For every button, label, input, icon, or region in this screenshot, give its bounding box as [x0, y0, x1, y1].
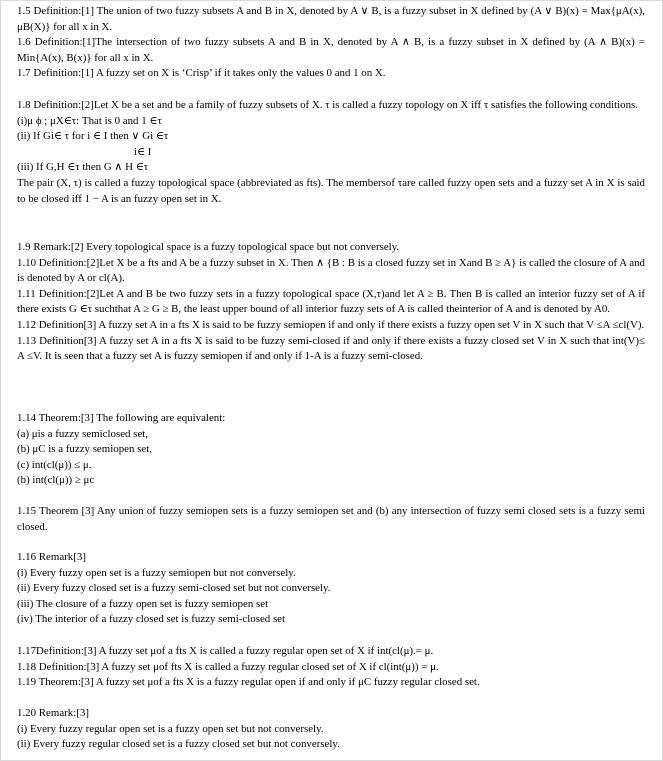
- remark-1-16-i: (i) Every fuzzy open set is a fuzzy semiopen but not conversely.: [17, 566, 296, 579]
- remark-1-16-ii: (ii) Every fuzzy closed set is a fuzzy semi-closed set but not conversely.: [17, 582, 331, 595]
- remark-1-16-iv: (iv) The interior of a fuzzy closed set is fuzzy semi-closed set: [17, 613, 286, 626]
- theorem-1-14-block: [17, 411, 645, 489]
- definition-1-10: 1.10 Definition:[2]Let X be a fts and A be a fuzzy subset in X. Then ∧ {B : B is a closed fuzzy set in Xand B ≥ A} is called the closure of A and is denoted by A or cl(A).: [17, 256, 645, 285]
- theorem-1-19: 1.19 Theorem:[3] A fuzzy set μof a fts X is a fuzzy regular open if and only if μC fuzzy regular closed set.: [17, 676, 480, 689]
- theorem-1-15-block: [17, 504, 645, 535]
- remark-1-16-block: [17, 550, 645, 628]
- definition-1-18: 1.18 Definition:[3] A fuzzy set μof fts X is called a fuzzy regular closed set of X if cl(int(μ)) = μ.: [17, 660, 439, 673]
- theorem-1-14-d: (b) int(cl(μ)) ≥ μc: [17, 474, 95, 487]
- remarks-1-9-to-1-13: [17, 240, 645, 365]
- definition-1-6: 1.6 Definition:[1]The intersection of two fuzzy subsets A and B in X, denoted by A ∧ B, is a fuzzy subset in X defined by (A ∧ B)(x) = Min{A(x), B(x)} for all x in X.: [17, 36, 645, 64]
- definition-1-11: 1.11 Definition:[2]Let A and B be two fuzzy sets in a fuzzy topological space (X,τ)and let A ≥ B. Then B is called an interior fuzzy set of A if there exists G ∈τ suchthat A ≥ G ≥ B, the least upper bound of all interior fuzzy sets of A is called theinterior of A and is denoted by A0.: [17, 287, 645, 316]
- definitions-1-17-to-1-19: [17, 644, 645, 691]
- remark-1-20: 1.20 Remark:[3]: [17, 707, 89, 719]
- definition-1-12: 1.12 Definition[3] A fuzzy set A in a fts X is said to be fuzzy semiopen if and only if there exists a fuzzy open set V in X such that V ≤A ≤cl(V).: [17, 318, 645, 331]
- condition-ii: (ii) If Gi∈ τ for i ∈ I then ∨ Gi ∈τ: [17, 130, 169, 143]
- definition-1-17: 1.17Definition:[3] A fuzzy set μof a fts X is called a fuzzy regular open set of X if int(cl(μ).= μ.: [17, 645, 434, 657]
- theorem-1-14-b: (b) μC is a fuzzy semiopen set,: [17, 443, 152, 456]
- theorem-1-14: 1.14 Theorem:[3] The following are equivalent:: [17, 412, 226, 424]
- condition-iii: (iii) If G,H ∈τ then G ∧ H ∈τ: [17, 161, 149, 174]
- definitions-1-5-to-1-7: [17, 4, 645, 82]
- remark-1-16-iii: (iii) The closure of a fuzzy open set is fuzzy semiopen set: [17, 597, 269, 610]
- remark-1-20-i: (i) Every fuzzy regular open set is a fuzzy open set but not conversely.: [17, 722, 324, 735]
- definition-1-8-block: [17, 98, 645, 207]
- definition-1-8: 1.8 Definition:[2]Let X be a set and be a family of fuzzy subsets of X. τ is called a fuzzy topology on X iff τ satisfies the following conditions.: [17, 99, 639, 111]
- theorem-1-14-a: (a) μis a fuzzy semiclosed set,: [17, 427, 149, 440]
- condition-ii-index: i∈ I: [134, 145, 152, 158]
- remark-1-20-block: [17, 706, 645, 753]
- remark-1-9: 1.9 Remark:[2] Every topological space is a fuzzy topological space but not conversely.: [17, 241, 400, 253]
- condition-i: (i)μ ϕ ; μX∈τ: That is 0 and 1 ∈τ: [17, 114, 162, 127]
- theorem-1-15: 1.15 Theorem [3] Any union of fuzzy semiopen sets is a fuzzy semiopen set and (b) any intersection of fuzzy semi closed sets is a fuzzy semi closed.: [17, 505, 645, 533]
- definition-1-7: 1.7 Definition:[1] A fuzzy set on X is ‘Crisp’ if it takes only the values 0 and 1 on X.: [17, 67, 386, 80]
- definition-1-13: 1.13 Definition[3] A fuzzy set A in a fts X is said to be fuzzy semi-closed if and only if there exists a fuzzy closed set V in X such that int(V)≤ A ≤V. It is seen that a fuzzy set A is fuzzy semiopen if and only if 1-A is a fuzzy semi-closed.: [17, 334, 645, 363]
- theorem-1-14-c: (c) int(cl(μ)) ≤ μ.: [17, 458, 92, 471]
- remark-1-16: 1.16 Remark[3]: [17, 551, 86, 563]
- definition-1-5: 1.5 Definition:[1] The union of two fuzzy subsets A and B in X, denoted by A ∨ B, is a fuzzy subset in X defined by (A ∨ B)(x) = Max{μA(x), μB(X)} for all x in X.: [17, 5, 645, 33]
- remark-1-20-ii: (ii) Every fuzzy regular closed set is a fuzzy closed set but not conversely.: [17, 738, 340, 751]
- fts-definition: The pair (X, τ) is called a fuzzy topological space (abbreviated as fts). The membersof τare called fuzzy open sets and a fuzzy set A in X is said to be closed iff 1 − A is an fuzzy open set in X.: [17, 176, 645, 205]
